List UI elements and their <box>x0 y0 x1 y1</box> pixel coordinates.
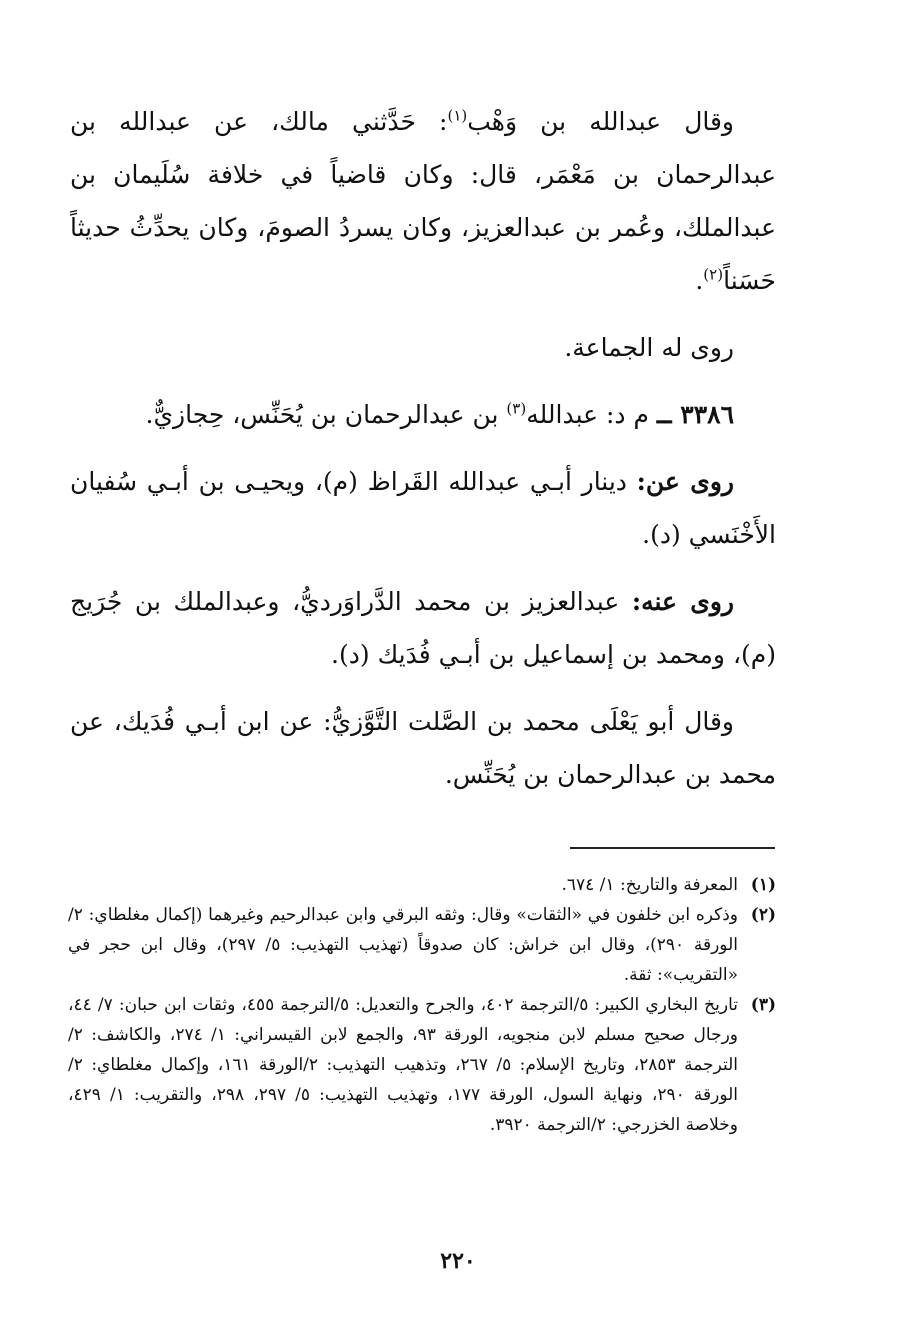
footnote-text: المعرفة والتاريخ: ١/ ٦٧٤. <box>561 875 738 895</box>
paragraph-ibn-wahb-end: . <box>695 266 704 295</box>
rawa-anhu-text: عبدالعزيز بن محمد الدَّراوَرديُّ، وعبدالملك بن جُرَيج (م)، ومحمد بن إسماعيل بن أبـي فُدَيك (د). <box>70 587 776 669</box>
rawa-an-text: دينار أبـي عبدالله القَراظ (م)، ويحيـى بن أبـي سُفيان الأَخْنَسي (د). <box>70 467 776 549</box>
page-number: ٢٢٠ <box>440 1248 476 1274</box>
footnote-ref-1[interactable]: (١) <box>447 106 468 125</box>
entry-heading <box>70 388 776 441</box>
paragraph-ibn-wahb-start: وقال عبدالله بن وَهْب <box>467 107 735 136</box>
entry-name-rest: بن عبدالرحمان بن يُحَنِّس، حِجازيٌّ. <box>145 400 499 429</box>
main-text <box>70 95 776 815</box>
paragraph-ibn-wahb <box>70 95 776 307</box>
footnote-2 <box>68 900 776 990</box>
paragraph-ibn-wahb-rest: : حَدَّثني مالك، عن عبدالله بن عبدالرحمان بن مَعْمَر، قال: وكان قاضياً في خلافة سُلَيمان بن عبدالملك، وعُمر بن عبدالعزيز، وكان يسردُ الصومَ، وكان يحدِّثُ حديثاً حَسَناً <box>70 107 776 295</box>
footnote-number: (٣) <box>750 995 776 1015</box>
entry-name: عبدالله <box>526 400 599 429</box>
paragraph-jamaa: روى له الجماعة. <box>564 333 734 362</box>
footnote-ref-3[interactable]: (٣) <box>506 399 527 418</box>
footnotes <box>68 870 776 1140</box>
footnote-3 <box>68 990 776 1140</box>
rawa-an-label: روى عن: <box>636 467 734 496</box>
entry-codes: م د: <box>605 400 649 429</box>
paragraph-abu-yala: وقال أبو يَعْلَى محمد بن الصَّلت التَّوَّزيُّ: عن ابن أبـي فُدَيك، عن محمد بن عبدالرحمان بن يُحَنِّس. <box>70 707 776 789</box>
entry-number: ٣٣٨٦ ــ <box>656 400 734 429</box>
footnote-text: تاريخ البخاري الكبير: ٥/الترجمة ٤٠٢، والجرح والتعديل: ٥/الترجمة ٤٥٥، وثقات ابن حبان: ٧/ ٤٤، ورجال صحيح مسلم لابن منجويه، الورقة ٩٣، والجمع لابن القيسراني: ١/ ٢٧٤، والكاشف: ٢/الترجمة ٢٨٥٣، وتاريخ الإسلام: ٥/ ٢٦٧، وتذهيب التهذيب: ٢/الورقة ١٦١، وإكمال مغلطاي: ٢/الورقة ٢٩٠، ونهاية السول، الورقة ١٧٧، وتهذيب التهذيب: ٥/ ٢٩٧، ٢٩٨، والتقريب: ١/ ٤٢٩، وخلاصة الخزرجي: ٢/الترجمة ٣٩٢٠. <box>68 995 739 1135</box>
rawa-anhu-label: روى عنه: <box>631 587 734 616</box>
paragraph-rawa-anhu <box>70 575 776 681</box>
footnote-number: (١) <box>750 875 776 895</box>
paragraph-rawa-an <box>70 455 776 561</box>
footnote-ref-2[interactable]: (٢) <box>703 265 724 284</box>
footnote-number: (٢) <box>750 905 776 925</box>
footnote-text: وذكره ابن خلفون في «الثقات» وقال: وثقه البرقي وابن عبدالرحيم وغيرهما (إكمال مغلطاي: ٢/الورقة ٢٩٠)، وقال ابن خراش: كان صدوقاً (تهذيب التهذيب: ٥/ ٢٩٧)، وقال ابن حجر في «التقريب»: ثقة. <box>68 905 738 985</box>
footnote-divider <box>570 847 775 849</box>
footnote-1 <box>68 870 776 900</box>
